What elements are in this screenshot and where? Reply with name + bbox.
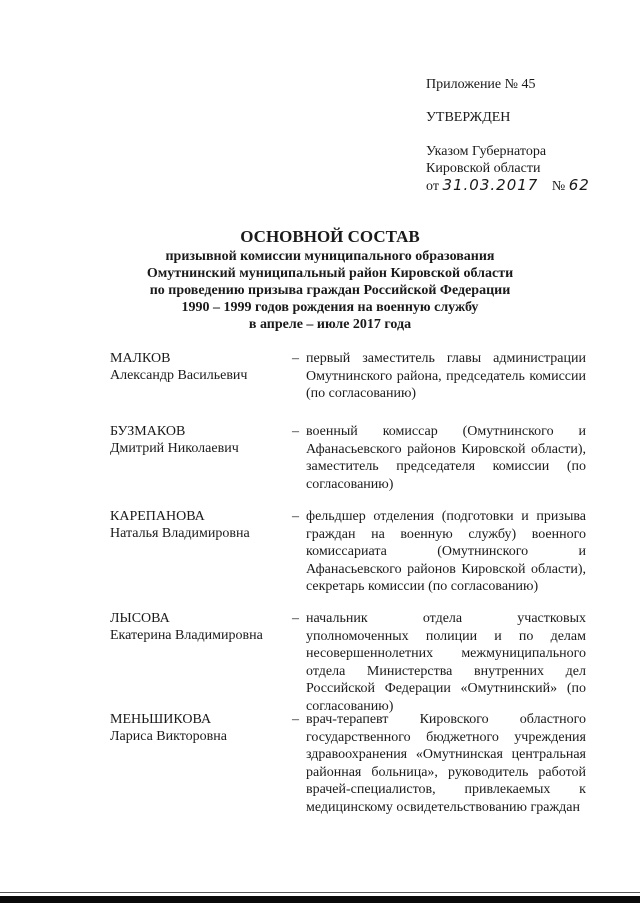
number-prefix: №	[551, 179, 566, 194]
member-given-name: Александр Васильевич	[110, 368, 248, 383]
title-line: 1990 – 1999 годов рождения на военную службу	[181, 300, 479, 315]
member-role: фельдшер отделения (подготовки и призыва граждан на военную службу) военного комиссариата (Омутнинского и Афанасьевского районов Кировской области), секретарь комиссии (по согласованию)	[306, 509, 586, 594]
appendix-number: Приложение № 45	[426, 77, 536, 92]
member-dash: –	[292, 351, 299, 366]
handwritten-number: 62	[568, 176, 590, 194]
member-surname: МАЛКОВ	[110, 351, 171, 366]
title-line: Омутнинский муниципальный район Кировской области	[146, 266, 514, 281]
title-main: ОСНОВНОЙ СОСТАВ	[240, 227, 420, 246]
member-given-name: Дмитрий Николаевич	[110, 441, 239, 456]
member-role: врач-терапевт Кировского областного государственного бюджетного учреждения здравоохранения «Омутнинская центральная районная больница», руководитель работой врачей-специалистов, привлекаемых к медицинскому освидетельствованию граждан	[306, 712, 586, 815]
member-given-name: Лариса Викторовна	[110, 729, 227, 744]
member-role: первый заместитель главы администрации Омутнинского района, председатель комиссии (по согласованию)	[306, 351, 586, 401]
member-role: военный комиссар (Омутнинского и Афанасьевского районов Кировской области), заместитель председателя комиссии (по согласованию)	[306, 424, 586, 492]
member-surname: МЕНЬШИКОВА	[110, 712, 212, 727]
member-given-name: Екатерина Владимировна	[110, 628, 263, 643]
date-prefix: от	[426, 179, 439, 194]
region-label: Кировской области	[426, 161, 541, 176]
member-dash: –	[292, 424, 299, 439]
member-role: начальник отдела участковых уполномоченных полиции и по делам несовершеннолетних межмуниципального отдела Министерства внутренних дел Российской Федерации «Омутнинский» (по согласованию)	[306, 611, 586, 714]
member-surname: БУЗМАКОВ	[110, 424, 186, 439]
handwritten-date: 31.03.2017	[442, 176, 539, 194]
title-line: в апреле – июле 2017 года	[248, 317, 412, 332]
approved-label: УТВЕРЖДЕН	[426, 110, 511, 125]
member-dash: –	[292, 509, 299, 524]
document-title	[100, 226, 560, 333]
decree-label: Указом Губернатора	[426, 144, 547, 159]
scan-edge-bar	[0, 896, 640, 903]
title-line: по проведению призыва граждан Российской Федерации	[149, 283, 511, 298]
title-subtitle	[100, 248, 560, 333]
scan-edge-line	[0, 892, 640, 893]
title-line: призывной комиссии муниципального образования	[165, 249, 495, 264]
member-surname: ЛЫСОВА	[110, 611, 170, 626]
member-surname: КАРЕПАНОВА	[110, 509, 205, 524]
member-dash: –	[292, 712, 299, 727]
member-given-name: Наталья Владимировна	[110, 526, 250, 541]
decree-date-line	[426, 177, 590, 195]
member-dash: –	[292, 611, 299, 626]
